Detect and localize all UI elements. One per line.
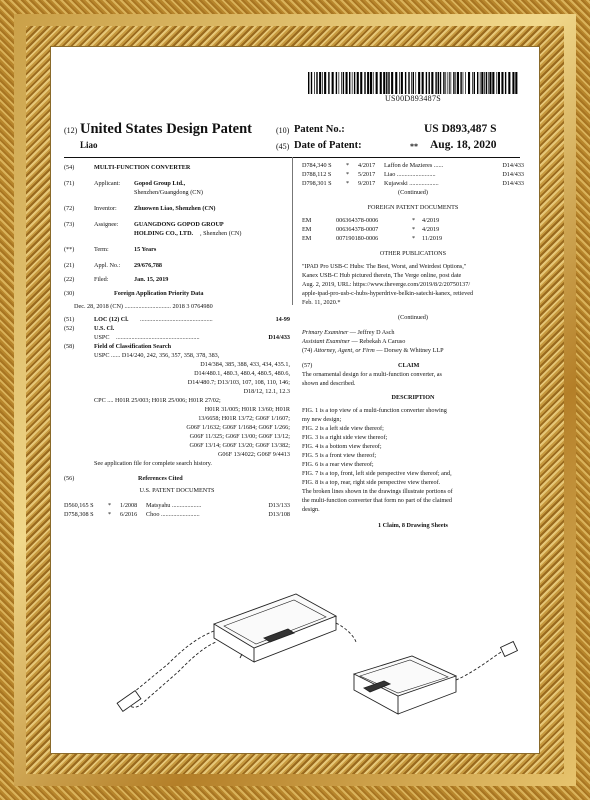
ref-name: Liao .........................: [384, 171, 436, 178]
field-code: (21): [64, 262, 75, 269]
doc-date: 4/2019: [422, 226, 440, 233]
field-code: (30): [64, 290, 75, 297]
classification-line: G06F 11/325; G06F 13/00; G06F 13/12;: [189, 433, 290, 440]
other-publications-heading: OTHER PUBLICATIONS: [379, 250, 447, 257]
patent-drawing: [64, 546, 520, 746]
reference-row: [64, 502, 290, 511]
ref-date: 6/2016: [120, 511, 138, 518]
classification-line: G06F 13/4022; G06F 9/4413: [217, 451, 290, 458]
description-text: [302, 407, 524, 515]
barcode-number: US00D893487S: [384, 94, 442, 103]
appl-label: Appl. No.:: [94, 262, 121, 269]
classification-line: D14/384, 385, 388, 433, 434, 435.1,: [200, 361, 290, 368]
ref-mark: *: [346, 162, 350, 169]
description-line: The broken lines shown in the drawings illustrate portions of: [302, 488, 453, 495]
ref-name: Kujawski ...................: [384, 180, 439, 187]
foreign-docs-heading: FOREIGN PATENT DOCUMENTS: [367, 204, 459, 211]
classification-line: D14/480.7; D13/103, 107, 108, 110, 146;: [187, 379, 290, 386]
ref-class: D13/108: [268, 511, 290, 518]
field-code: (73): [64, 221, 75, 228]
doc-number: 007190180-0006: [336, 235, 379, 242]
ref-number: D758,308 S: [64, 511, 94, 518]
patent-no-code: (10): [276, 126, 290, 135]
claim-line: shown and described.: [302, 380, 356, 387]
description-line: FIG. 7 is a top, front, left side perspective view thereof; and,: [302, 470, 452, 477]
other-publications-text: [302, 263, 524, 308]
field-code: (22): [64, 276, 75, 283]
foreign-priority-heading: Foreign Application Priority Data: [114, 290, 204, 297]
classification-line: G06F 1/1632; G06F 1/1684; G06F 1/266;: [186, 424, 290, 431]
publication-line: apple-ipad-pro-usb-c-hubs-hyperdrive-belkin-satechi-kanex, retieved: [302, 290, 474, 297]
attorney: — Dorsey & Whitney LLP: [374, 347, 444, 354]
description-line: FIG. 5 is a front view thereof;: [302, 452, 377, 459]
doc-date: 4/2019: [422, 217, 440, 224]
assignee-label: Assignee:: [94, 221, 119, 228]
foreign-priority-line: Dec. 28, 2018 (CN) .............................. 2018 3 0764980: [74, 303, 213, 310]
ref-date: 4/2017: [358, 162, 376, 169]
country: EM: [302, 235, 312, 242]
ref-date: 5/2017: [358, 171, 376, 178]
field-code: (71): [64, 180, 75, 187]
field-code: (72): [64, 205, 75, 212]
applicant-location: Shenzhen/Guangdong (CN): [134, 189, 203, 196]
patent-no-label: Patent No.:: [294, 124, 345, 135]
description-line: FIG. 3 is a right side view thereof;: [302, 434, 388, 441]
doc-number: 006364378-0007: [336, 226, 379, 233]
inventor-surname: Liao: [80, 140, 98, 150]
description-line: FIG. 1 is a top view of a multi-function converter showing: [302, 407, 447, 414]
ref-class: D14/433: [502, 180, 524, 187]
date-code: (45): [276, 142, 290, 151]
ref-class: D13/133: [268, 502, 290, 509]
foreign-docs-list: [302, 217, 524, 244]
uspc-label: USPC: [94, 334, 110, 341]
description-line: FIG. 8 is a top, rear, right side perspective view thereof.: [302, 479, 441, 486]
term-label: Term:: [94, 246, 109, 253]
continued-label: (Continued): [398, 189, 428, 196]
ref-mark: *: [346, 180, 350, 187]
assignee-name: GUANGDONG GOPOD GROUP: [134, 221, 224, 228]
publication-line: Feb. 11, 2020.*: [302, 299, 341, 306]
ref-number: D788,112 S: [302, 171, 332, 178]
date-marks: **: [410, 142, 418, 151]
description-line: FIG. 2 is a left side view thereof;: [302, 425, 384, 432]
leader-dots: ......................................................: [116, 334, 200, 341]
field-code: (74): [302, 347, 313, 354]
us-patent-docs-heading: U.S. PATENT DOCUMENTS: [139, 487, 215, 494]
uspc-value: D14/433: [268, 334, 290, 341]
ref-date: 1/2008: [120, 502, 138, 509]
right-column: [302, 162, 524, 531]
attorney-label: Attorney, Agent, or Firm: [313, 347, 375, 354]
ref-class: D14/433: [502, 171, 524, 178]
date-label: Date of Patent:: [294, 140, 362, 151]
loc-label: LOC (12) Cl.: [94, 316, 129, 323]
ref-name: Matsyahu ...................: [146, 502, 202, 509]
ref-mark: *: [412, 217, 416, 224]
inventor-label: Inventor:: [94, 205, 117, 212]
ref-mark: *: [412, 235, 416, 242]
assistant-examiner: — Rebekah A Caruso: [349, 338, 406, 345]
field-code: (51): [64, 316, 75, 323]
ref-number: D560,165 S: [64, 502, 94, 509]
classification-lines: [64, 352, 290, 469]
applicant-label: Applicant:: [94, 180, 121, 187]
classification-line: 13/6658; H01R 13/72; G06F 1/1607;: [198, 415, 290, 422]
field-code: (**): [64, 246, 75, 253]
ref-number: D798,301 S: [302, 180, 332, 187]
assignee-location: , Shenzhen (CN): [200, 230, 242, 237]
primary-examiner: — Jeffrey D Asch: [348, 329, 395, 336]
description-line: FIG. 6 is a rear view thereof;: [302, 461, 374, 468]
field-code: (52): [64, 325, 75, 332]
description-heading: DESCRIPTION: [391, 394, 435, 401]
ref-mark: *: [108, 511, 112, 518]
us-cl-label: U.S. Cl.: [94, 325, 115, 332]
reference-row: [302, 180, 524, 189]
description-line: my new design;: [302, 416, 342, 423]
ref-mark: *: [412, 226, 416, 233]
assistant-examiner-label: Assistant Examiner: [302, 338, 350, 345]
appl-number: 29/676,788: [134, 262, 163, 269]
loc-value: 14-99: [275, 316, 290, 323]
ref-class: D14/433: [502, 162, 524, 169]
converter-left-view-icon: [117, 594, 356, 711]
field-code: (57): [302, 362, 313, 369]
publication-line: "IPAD Pro USB-C Hubs: The Best, Worst, and Weirdest Options,": [302, 263, 467, 270]
primary-examiner-label: Primary Examiner: [302, 329, 349, 336]
description-line: FIG. 4 is a bottom view thereof;: [302, 443, 382, 450]
ref-mark: *: [108, 502, 112, 509]
barcode-icon: [308, 72, 518, 94]
classification-line: See application file for complete search history.: [94, 460, 212, 467]
applicant-name: Gopod Group Ltd.,: [134, 180, 186, 187]
foreign-doc-row: [302, 226, 524, 235]
assignee-name-cont: HOLDING CO., LTD.: [134, 230, 194, 237]
classification-line: CPC .... H01R 25/003; H01R 25/006; H01R 27/02;: [94, 397, 221, 404]
foreign-doc-row: [302, 217, 524, 226]
patent-number: US D893,487 S: [424, 123, 497, 135]
classification-line: H01R 31/005; H01R 13/60; H01R: [204, 406, 290, 413]
converter-right-view-icon: [354, 642, 517, 714]
ref-date: 9/2017: [358, 180, 376, 187]
description-line: design.: [302, 506, 320, 513]
claim-text: [302, 371, 524, 389]
left-column: [64, 164, 290, 520]
ref-name: Choo .........................: [146, 511, 200, 518]
classification-line: G06F 13/14; G06F 13/20; G06F 13/382;: [189, 442, 290, 449]
continued-label: (Continued): [398, 314, 428, 321]
ref-mark: *: [346, 171, 350, 178]
doc-date: 11/2019: [422, 235, 443, 242]
reference-row: [302, 162, 524, 171]
term-value: 15 Years: [134, 246, 157, 253]
field-code: (56): [64, 475, 75, 482]
foreign-doc-row: [302, 235, 524, 244]
filed-date: Jan. 15, 2019: [134, 276, 169, 283]
country: EM: [302, 226, 312, 233]
references-list-cont: [302, 162, 524, 189]
publication-line: Kanex USB-C Hub pictured therein, The Verge online, post date: [302, 272, 462, 279]
classification-line: USPC ...... D14/240, 242, 356, 357, 358, 378, 383,: [94, 352, 220, 359]
publication-line: Aug. 2, 2019, URL: https://www.theverge.com/2019/8/2/20750137/: [302, 281, 471, 288]
classification-line: D18/12, 12.1, 12.3: [243, 388, 290, 395]
patent-document: [50, 46, 540, 754]
inventor-name: Zhuowen Liao, Shenzhen (CN): [134, 205, 216, 212]
field-code: (58): [64, 343, 75, 350]
country-code: (12): [64, 126, 78, 135]
doc-number: 006364378-0006: [336, 217, 379, 224]
reference-row: [64, 511, 290, 520]
references-list: [64, 502, 290, 520]
reference-row: [302, 171, 524, 180]
ref-name: Laffon de Mazieres ......: [384, 162, 444, 169]
country: EM: [302, 217, 312, 224]
claim-heading: CLAIM: [398, 362, 420, 369]
claim-line: The ornamental design for a multi-function converter, as: [302, 371, 442, 378]
claims-count: 1 Claim, 8 Drawing Sheets: [378, 522, 448, 529]
ref-number: D784,340 S: [302, 162, 332, 169]
classification-heading: Field of Classification Search: [94, 343, 172, 350]
field-code: (54): [64, 164, 75, 171]
column-divider: [292, 157, 293, 305]
references-heading: References Cited: [138, 475, 183, 482]
leader-dots: ...............................................: [140, 316, 213, 323]
description-line: the multi-function converter that form no part of the claimed: [302, 497, 452, 504]
date-of-patent: Aug. 18, 2020: [430, 139, 497, 151]
design-title: MULTI-FUNCTION CONVERTER: [94, 164, 191, 171]
patent-type-title: United States Design Patent: [80, 121, 252, 137]
filed-label: Filed:: [94, 276, 109, 283]
classification-line: D14/480.1, 480.3, 480.4, 480.5, 480.6,: [194, 370, 290, 377]
